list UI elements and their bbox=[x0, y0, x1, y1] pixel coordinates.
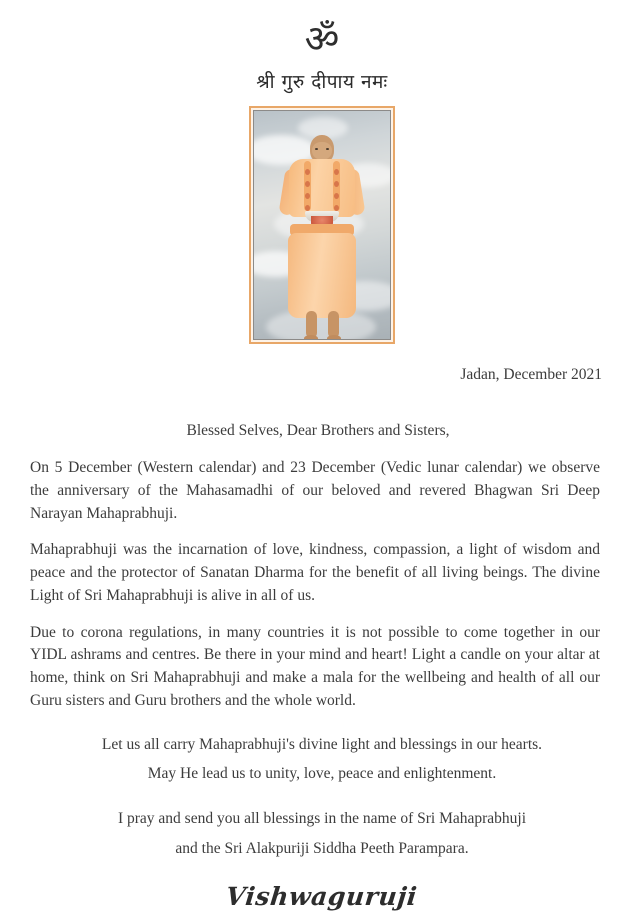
mala-bead bbox=[334, 169, 339, 175]
saint-figure bbox=[254, 111, 390, 339]
signature: Vishwaguruji bbox=[224, 881, 420, 911]
om-symbol-container bbox=[0, 0, 644, 62]
letter-body bbox=[0, 422, 644, 713]
figure-dhoti bbox=[288, 233, 356, 318]
paragraph: Mahaprabhuji was the incarnation of love, kindness, compassion, a light of wisdom and peace and the protector of Sanatan Dharma for the benefit of all living beings. The divine Light of Sri Mahaprabhuji is alive in all of us. bbox=[30, 541, 600, 604]
letter-closing bbox=[0, 733, 644, 860]
figure-eye-right bbox=[326, 148, 329, 150]
mala-bead bbox=[305, 181, 310, 187]
mala-bead bbox=[305, 169, 310, 175]
closing-line: May He lead us to unity, love, peace and enlightenment. bbox=[147, 765, 497, 783]
closing-line: and the Sri Alakpuriji Siddha Peeth Parampara. bbox=[175, 839, 469, 857]
paragraph: Due to corona regulations, in many countries it is not possible to come together in our YIDL ashrams and centres. Be there in your mind and heart! Light a candle on your altar at home, think on Sri Mahaprabhuji and make a mala for the wellbeing and health of all our Guru sisters and Guru brothers and the whole world. bbox=[30, 623, 600, 710]
salutation: Blessed Selves, Dear Brothers and Sisters, bbox=[186, 422, 450, 439]
figure-face bbox=[312, 142, 332, 160]
spacer bbox=[40, 791, 604, 807]
sanskrit-mantra: श्री गुरु दीपाय नमः bbox=[256, 71, 388, 93]
closing-line: I pray and send you all blessings in the name of Sri Mahaprabhuji bbox=[117, 810, 527, 828]
paragraph: On 5 December (Western calendar) and 23 December (Vedic lunar calendar) we observe the anniversary of the Mahasamadhi of our beloved and revered Bhagwan Sri Deep Narayan Mahaprabhuji. bbox=[30, 459, 600, 522]
figure-leg-right bbox=[328, 311, 339, 338]
closing-line: Let us all carry Mahaprabhuji's divine light and blessings in our hearts. bbox=[101, 735, 543, 753]
om-icon: ॐ bbox=[304, 17, 340, 62]
figure-eye-left bbox=[315, 148, 318, 150]
portrait-photo bbox=[253, 110, 391, 340]
figure-foot-left bbox=[304, 335, 318, 340]
mala-bead bbox=[334, 181, 339, 187]
dateline: Jadan, December 2021 bbox=[460, 366, 602, 383]
mala-bead bbox=[334, 193, 339, 199]
figure-torso bbox=[289, 159, 355, 217]
figure-foot-right bbox=[327, 335, 341, 340]
mala-bead bbox=[305, 193, 310, 199]
portrait-photo-frame bbox=[249, 106, 395, 344]
signature-container bbox=[0, 882, 644, 911]
figure-leg-left bbox=[306, 311, 317, 338]
